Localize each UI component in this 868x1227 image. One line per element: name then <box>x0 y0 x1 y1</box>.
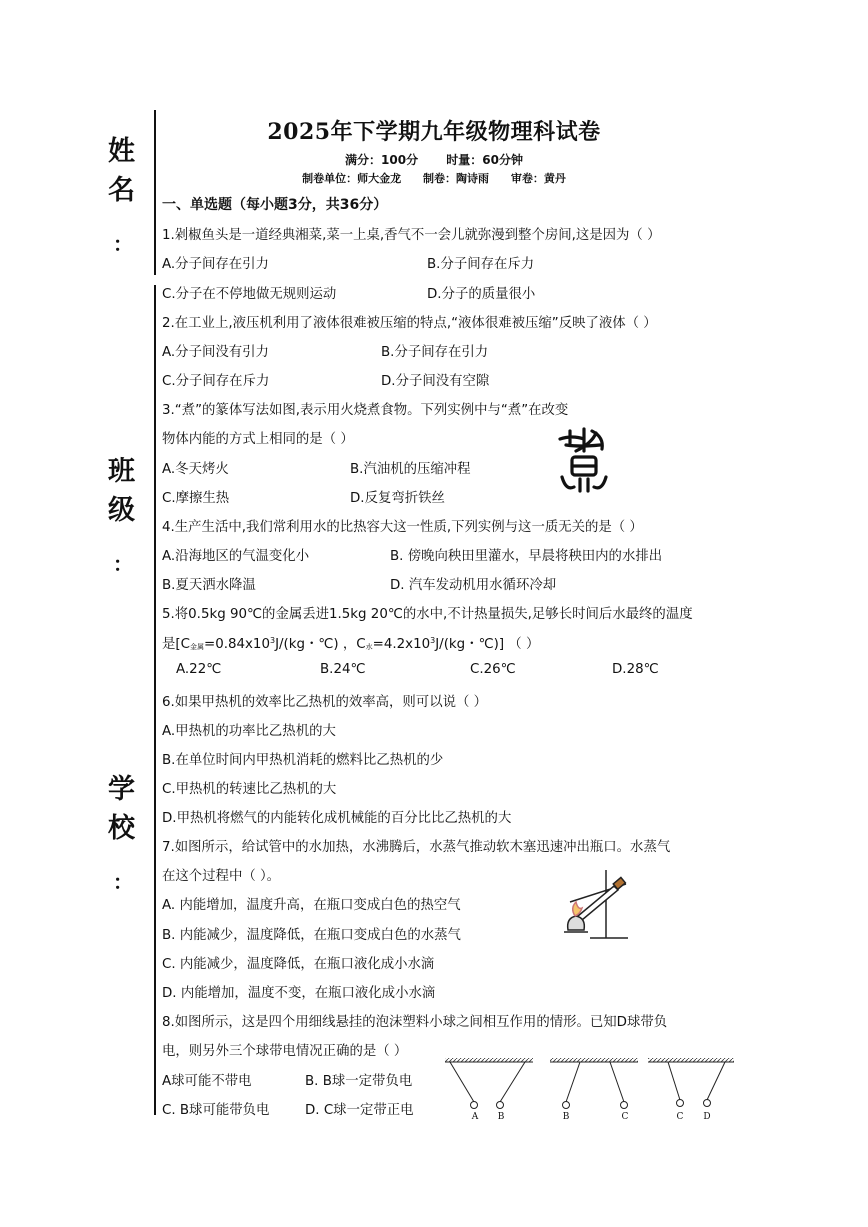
question-4-option-a: A.沿海地区的气温变化小 <box>162 549 310 564</box>
question-4-option-d: D. 汽车发动机用水循环冷却 <box>390 578 557 593</box>
exam-makers <box>0 170 868 186</box>
question-5-option-a: A.22℃ <box>176 662 222 677</box>
school-colon: ： <box>113 870 133 894</box>
question-2-option-a: A.分子间没有引力 <box>162 345 269 360</box>
question-1-option-d: D.分子的质量很小 <box>427 287 536 302</box>
question-7-option-c: C. 内能减少，温度降低，在瓶口液化成小水滴 <box>162 957 435 972</box>
question-1-option-c: C.分子在不停地做无规则运动 <box>162 287 337 302</box>
question-5-stem-2: 是[$C_{金属}=0.84x10^3J/(kg$・℃) ，$C_水=4.2x10^3J/(kg$・℃)] （ ） <box>162 636 540 652</box>
name-label: 姓 名 <box>108 136 135 206</box>
question-7-option-a: A. 内能增加，温度升高，在瓶口变成白色的热空气 <box>162 898 461 913</box>
question-5-option-d: D.28℃ <box>612 662 659 677</box>
question-6-option-d: D.甲热机将燃气的内能转化成机械能的百分比比乙热机的大 <box>162 811 512 826</box>
school-label: 学 校 <box>108 774 135 844</box>
full-score: 满分：100分 <box>345 153 419 167</box>
question-6-stem: 6.如果甲热机的效率比乙热机的效率高，则可以说（ ） <box>162 695 488 710</box>
ball-label-d: D <box>703 1112 711 1122</box>
question-3-stem-2: 物体内能的方式上相同的是（ ） <box>162 432 354 447</box>
exam-info <box>0 151 868 168</box>
question-8-option-a: A球可能不带电 <box>162 1074 252 1089</box>
question-8-stem-2: 电，则另外三个球带电情况正确的是（ ） <box>162 1044 408 1059</box>
question-6-option-a: A.甲热机的功率比乙热机的大 <box>162 724 336 739</box>
question-4-option-b: B. 傍晚向秧田里灌水，早晨将秧田内的水排出 <box>390 549 663 564</box>
question-3-option-d: D.反复弯折铁丝 <box>350 491 445 506</box>
reviewer: 审卷：黄丹 <box>510 172 566 185</box>
name-colon: ： <box>113 232 133 256</box>
section-heading: 一、单选题（每小题3分，共36分） <box>162 197 388 213</box>
test-tube-apparatus-image <box>556 866 634 942</box>
question-5-option-c: C.26℃ <box>470 662 516 677</box>
question-3-option-a: A.冬天烤火 <box>162 462 229 477</box>
question-5-stem: 5.将0.5kg 90℃的金属丢进1.5kg 20℃的水中,不计热量损失,足够长时间后水最终的温度 <box>162 607 693 622</box>
maker: 制卷：陶诗雨 <box>423 172 489 185</box>
class-label: 班 级 <box>108 456 135 526</box>
question-7-stem-2: 在这个过程中（ ）。 <box>162 869 281 884</box>
question-3-option-c: C.摩擦生热 <box>162 491 230 506</box>
question-7-option-b: B. 内能减少，温度降低，在瓶口变成白色的水蒸气 <box>162 928 461 943</box>
question-2-option-d: D.分子间没有空隙 <box>381 374 490 389</box>
question-3-stem: 3.“煮”的篆体写法如图,表示用火烧煮食物。下列实例中与“煮”在改变 <box>162 403 569 418</box>
question-5-option-b: B.24℃ <box>320 662 366 677</box>
question-2-stem: 2.在工业上,液压机利用了液体很难被压缩的特点,“液体很难被压缩”反映了液体（ ） <box>162 316 657 331</box>
ball-label-c: C <box>621 1112 629 1122</box>
binding-line <box>154 285 156 1115</box>
maker-unit: 制卷单位：师大金龙 <box>302 172 402 185</box>
class-colon: ： <box>113 552 133 576</box>
question-1-option-b: B.分子间存在斥力 <box>427 257 535 272</box>
question-6-option-b: B.在单位时间内甲热机消耗的燃料比乙热机的少 <box>162 753 444 768</box>
question-1-option-a: A.分子间存在引力 <box>162 257 269 272</box>
question-4-stem: 4.生产生活中,我们常利用水的比热容大这一性质,下列实例与这一质无关的是（ ） <box>162 520 643 535</box>
seal-script-zhu-image <box>552 425 616 497</box>
question-6-option-c: C.甲热机的转速比乙热机的大 <box>162 782 337 797</box>
ball-label-a: A <box>471 1112 479 1122</box>
question-1-stem: 1.剁椒鱼头是一道经典湘菜,菜一上桌,香气不一会儿就弥漫到整个房间,这是因为（ ） <box>162 228 661 243</box>
question-8-option-c: C. B球可能带负电 <box>162 1103 270 1118</box>
question-8-option-b: B. B球一定带负电 <box>305 1074 413 1089</box>
question-7-stem: 7.如图所示，给试管中的水加热，水沸腾后，水蒸气推动软木塞迅速冲出瓶口。水蒸气 <box>162 840 671 855</box>
page-title: 2025年下学期九年级物理科试卷 <box>267 119 601 145</box>
ball-label-b2: B <box>562 1112 570 1122</box>
question-4-option-c: B.夏天洒水降温 <box>162 578 256 593</box>
question-2-option-b: B.分子间存在引力 <box>381 345 489 360</box>
question-8-stem: 8.如图所示，这是四个用细线悬挂的泡沫塑料小球之间相互作用的情形。已知D球带负 <box>162 1015 668 1030</box>
question-7-option-d: D. 内能增加，温度不变，在瓶口液化成小水滴 <box>162 986 436 1001</box>
question-8-option-d: D. C球一定带正电 <box>305 1103 414 1118</box>
exam-time: 时量：60分钟 <box>446 153 523 167</box>
ball-label-c2: C <box>676 1112 684 1122</box>
question-2-option-c: C.分子间存在斥力 <box>162 374 270 389</box>
question-3-option-b: B.汽油机的压缩冲程 <box>350 462 471 477</box>
hanging-balls-figure <box>440 1055 740 1125</box>
ball-label-b: B <box>497 1112 505 1122</box>
